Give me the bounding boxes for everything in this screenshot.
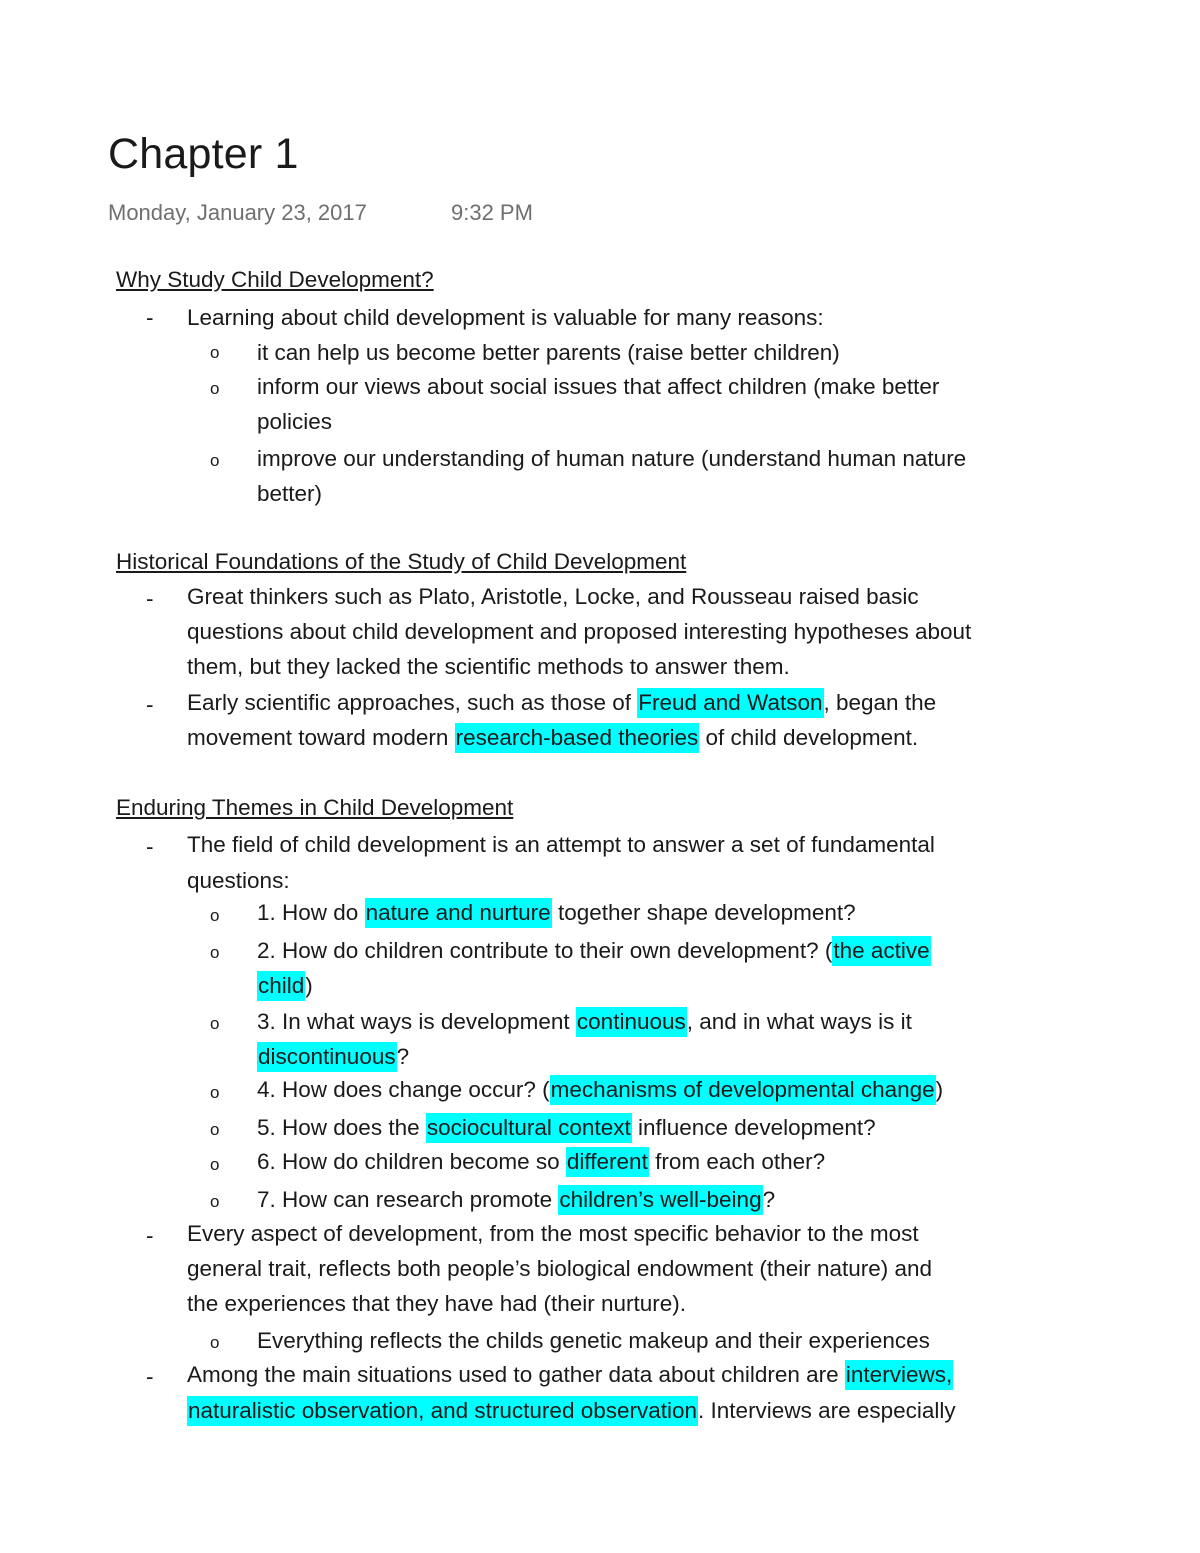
highlighted-text: different (566, 1147, 649, 1177)
bullet-text: questions: (187, 868, 290, 893)
question-item (257, 936, 931, 966)
sub-bullet-text: better) (257, 481, 323, 506)
bullet-text: questions about child development and proposed interesting hypotheses about (187, 619, 972, 644)
text-run: 5. How does the (257, 1115, 426, 1140)
bullet-text: general trait, reflects both people’s biological endowment (their nature) and (187, 1256, 933, 1281)
highlighted-text: Freud and Watson (637, 688, 823, 718)
text-run: 4. How does change occur? ( (257, 1077, 550, 1102)
sub-bullet-circle: o (210, 943, 220, 962)
text-run: , began the (823, 690, 937, 715)
sub-bullet-text: Everything reflects the childs genetic makeup and their experiences (257, 1328, 930, 1353)
bullet-dash: - (146, 834, 154, 859)
sub-bullet-circle: o (210, 1120, 220, 1139)
sub-bullet-text: inform our views about social issues that affect children (make better (257, 374, 940, 399)
text-run: from each other? (648, 1149, 826, 1174)
text-run: influence development? (631, 1115, 876, 1140)
section-heading-historical: Historical Foundations of the Study of Child Development (116, 549, 687, 574)
text-run: ? (762, 1187, 776, 1212)
highlighted-text: nature and nurture (365, 898, 552, 928)
highlighted-text: discontinuous (257, 1042, 397, 1072)
text-run: ) (305, 973, 313, 998)
highlighted-text: sociocultural context (426, 1113, 632, 1143)
page-date: Monday, January 23, 2017 (108, 200, 367, 225)
bullet-dash: - (146, 305, 154, 330)
text-run: ) (935, 1077, 944, 1102)
section-heading-why: Why Study Child Development? (116, 267, 434, 292)
text-run: 2. How do children contribute to their own development? ( (257, 938, 833, 963)
highlighted-text: interviews, (845, 1360, 953, 1390)
text-run: 3. In what ways is development (257, 1009, 576, 1034)
bullet-text: the experiences that they have had (their nurture). (187, 1291, 687, 1316)
sub-bullet-circle: o (210, 1083, 220, 1102)
sub-bullet-circle: o (210, 451, 220, 470)
highlighted-text: research-based theories (455, 723, 700, 753)
text-run: 7. How can research promote (257, 1187, 559, 1212)
bullet-text: Great thinkers such as Plato, Aristotle, Locke, and Rousseau raised basic (187, 584, 919, 609)
text-run: together shape development? (551, 900, 856, 925)
text-run: ? (396, 1044, 410, 1069)
page-title: Chapter 1 (108, 130, 299, 178)
bullet-dash: - (146, 586, 154, 611)
text-run: , and in what ways is it (686, 1009, 912, 1034)
sub-bullet-circle: o (210, 343, 220, 362)
highlighted-text: child (257, 971, 305, 1001)
text-run: 1. How do (257, 900, 365, 925)
sub-bullet-text: policies (257, 409, 333, 434)
highlighted-text: continuous (576, 1007, 687, 1037)
highlighted-text: children’s well-being (558, 1185, 762, 1215)
question-item (257, 971, 313, 1001)
bullet-text: The field of child development is an attempt to answer a set of fundamental (187, 832, 935, 857)
highlighted-text: naturalistic observation, and structured observation (187, 1396, 698, 1426)
page-timestamp (108, 200, 533, 226)
sub-bullet-circle: o (210, 1014, 220, 1033)
bullet-text (187, 723, 918, 753)
text-run: movement toward modern (187, 725, 455, 750)
question-item (257, 1147, 825, 1177)
highlighted-text: the active (832, 936, 930, 966)
bullet-text: them, but they lacked the scientific methods to answer them. (187, 654, 790, 679)
sub-bullet-circle: o (210, 906, 220, 925)
bullet-text (187, 1396, 956, 1426)
question-item (257, 1007, 912, 1037)
bullet-text (187, 688, 936, 718)
section-heading-enduring: Enduring Themes in Child Development (116, 795, 514, 820)
text-run: Early scientific approaches, such as those of (187, 690, 638, 715)
bullet-dash: - (146, 692, 154, 717)
page-cutoff (0, 1433, 1200, 1553)
text-run: 6. How do children become so (257, 1149, 566, 1174)
bullet-dash: - (146, 1223, 154, 1248)
sub-bullet-circle: o (210, 1333, 220, 1352)
bullet-text (187, 1360, 953, 1390)
question-item (257, 1042, 409, 1072)
sub-bullet-circle: o (210, 1155, 220, 1174)
bullet-text: Learning about child development is valuable for many reasons: (187, 305, 824, 330)
text-run: Among the main situations used to gather data about children are (187, 1362, 845, 1387)
bullet-text: Every aspect of development, from the most specific behavior to the most (187, 1221, 919, 1246)
sub-bullet-circle: o (210, 379, 220, 398)
highlighted-text: mechanisms of developmental change (550, 1075, 936, 1105)
text-run: of child development. (699, 725, 919, 750)
question-item (257, 1185, 775, 1215)
bullet-dash: - (146, 1364, 154, 1389)
text-run: . Interviews are especially (698, 1398, 956, 1423)
page-time: 9:32 PM (451, 200, 533, 225)
question-item (257, 898, 856, 928)
sub-bullet-circle: o (210, 1192, 220, 1211)
question-item (257, 1113, 876, 1143)
sub-bullet-text: it can help us become better parents (raise better children) (257, 340, 840, 365)
question-item (257, 1075, 943, 1105)
sub-bullet-text: improve our understanding of human nature (understand human nature (257, 446, 967, 471)
